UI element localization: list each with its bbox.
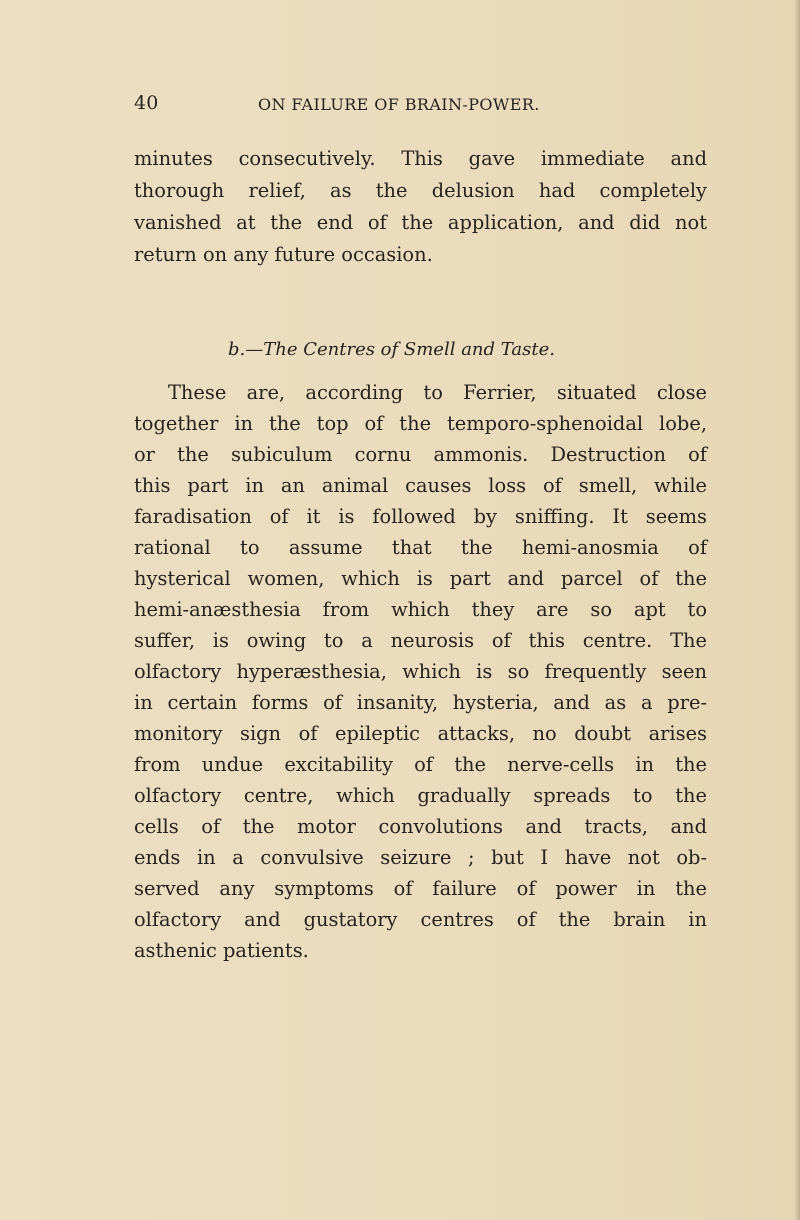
body-line: rational to assume that the hemi-anosmia of — [134, 536, 707, 559]
intro-line: vanished at the end of the application, and did not — [134, 211, 707, 234]
intro-line: minutes consecutively. This gave immediate and — [134, 147, 707, 170]
intro-line: return on any future occasion. — [134, 243, 433, 266]
body-line: These are, according to Ferrier, situated close — [168, 381, 707, 404]
page-number: 40 — [134, 92, 159, 114]
page-edge-shadow — [794, 0, 800, 1220]
body-line: olfactory centre, which gradually spreads to the — [134, 784, 707, 807]
body-line: this part in an animal causes loss of smell, while — [134, 474, 707, 497]
body-line: ends in a convulsive seizure ; but I have not ob- — [134, 846, 707, 869]
body-line: olfactory hyperæsthesia, which is so frequently seen — [134, 660, 707, 683]
body-line: or the subiculum cornu ammonis. Destruction of — [134, 443, 707, 466]
body-line: together in the top of the temporo-sphenoidal lobe, — [134, 412, 707, 435]
intro-line: thorough relief, as the delusion had completely — [134, 179, 707, 202]
body-line: cells of the motor convolutions and tracts, and — [134, 815, 707, 838]
body-line: asthenic patients. — [134, 939, 309, 962]
section-title: b.—The Centres of Smell and Taste. — [228, 339, 555, 360]
body-line: from undue excitability of the nerve-cells in the — [134, 753, 707, 776]
body-line: hemi-anæsthesia from which they are so apt to — [134, 598, 707, 621]
body-line: hysterical women, which is part and parcel of the — [134, 567, 707, 590]
body-line: monitory sign of epileptic attacks, no doubt arises — [134, 722, 707, 745]
page-header — [134, 92, 604, 120]
body-line: faradisation of it is followed by sniffing. It seems — [134, 505, 707, 528]
running-title: ON FAILURE OF BRAIN-POWER. — [258, 95, 540, 114]
body-line: olfactory and gustatory centres of the brain in — [134, 908, 707, 931]
body-line: in certain forms of insanity, hysteria, and as a pre- — [134, 691, 707, 714]
body-line: served any symptoms of failure of power in the — [134, 877, 707, 900]
body-line: suffer, is owing to a neurosis of this centre. The — [134, 629, 707, 652]
